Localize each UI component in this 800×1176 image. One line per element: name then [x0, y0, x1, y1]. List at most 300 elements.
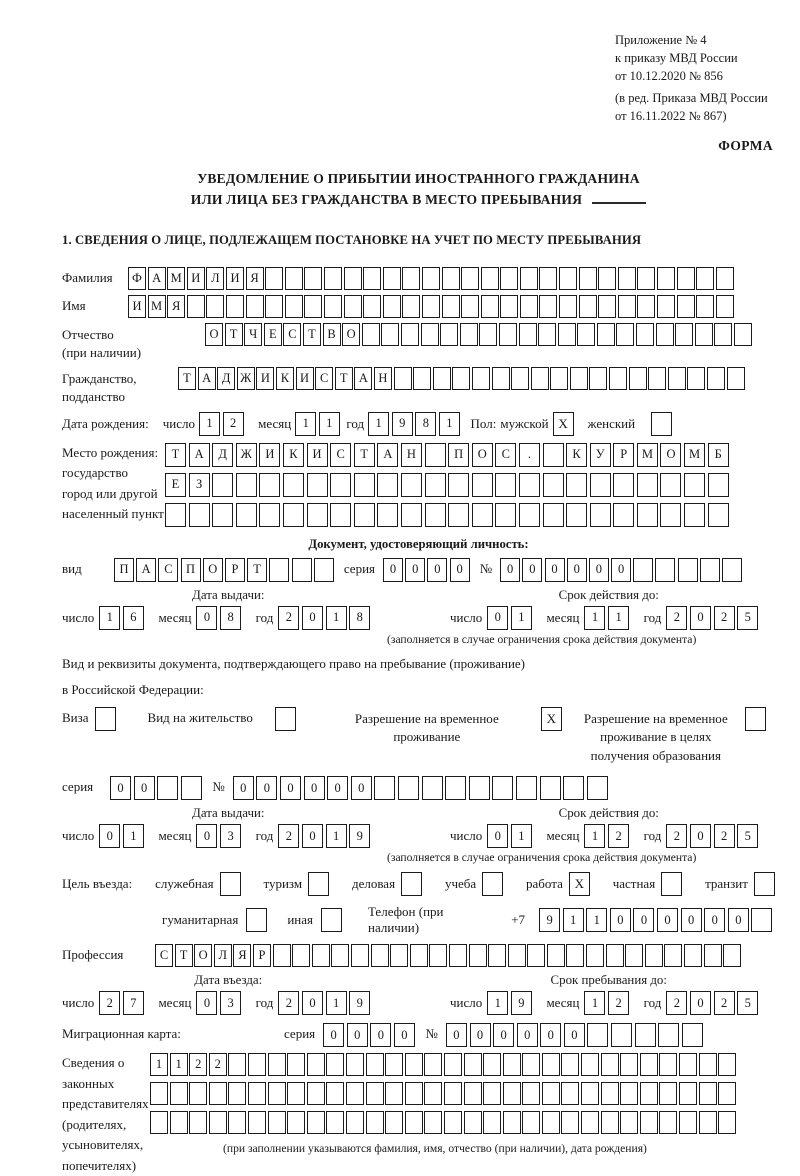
- char-box[interactable]: 0: [690, 991, 711, 1015]
- char-box[interactable]: [265, 295, 283, 318]
- char-box[interactable]: [606, 944, 624, 967]
- checkbox-cell[interactable]: X: [569, 872, 590, 896]
- char-box[interactable]: 8: [415, 412, 436, 436]
- char-box[interactable]: 2: [278, 606, 299, 630]
- char-box[interactable]: 6: [123, 606, 144, 630]
- char-box[interactable]: 2: [666, 824, 687, 848]
- char-box[interactable]: Н: [401, 443, 422, 467]
- char-box[interactable]: [678, 558, 698, 582]
- char-box[interactable]: 1: [99, 606, 120, 630]
- char-box[interactable]: [469, 944, 487, 967]
- char-box[interactable]: 0: [427, 558, 447, 582]
- char-box[interactable]: 2: [608, 991, 629, 1015]
- char-box[interactable]: 0: [681, 908, 702, 932]
- char-box[interactable]: Ф: [128, 267, 146, 290]
- char-box[interactable]: 0: [256, 776, 277, 800]
- char-box[interactable]: [265, 267, 283, 290]
- char-box[interactable]: 5: [737, 824, 758, 848]
- doc-series-input[interactable]: [383, 558, 472, 582]
- residence-permit-checkbox[interactable]: [275, 707, 296, 731]
- char-box[interactable]: [429, 944, 447, 967]
- char-box[interactable]: [383, 267, 401, 290]
- char-box[interactable]: [531, 367, 549, 390]
- char-box[interactable]: [346, 1082, 364, 1105]
- char-box[interactable]: 1: [326, 991, 347, 1015]
- char-box[interactable]: [656, 323, 674, 346]
- char-box[interactable]: [374, 776, 395, 800]
- char-box[interactable]: [540, 776, 561, 800]
- char-box[interactable]: 0: [522, 558, 542, 582]
- char-box[interactable]: [324, 267, 342, 290]
- char-box[interactable]: [283, 473, 304, 497]
- char-box[interactable]: [326, 1111, 344, 1134]
- char-box[interactable]: 7: [123, 991, 144, 1015]
- char-box[interactable]: О: [205, 323, 223, 346]
- char-box[interactable]: [157, 776, 178, 800]
- char-box[interactable]: [331, 944, 349, 967]
- char-box[interactable]: [307, 1053, 325, 1076]
- char-box[interactable]: [292, 944, 310, 967]
- char-box[interactable]: Я: [246, 267, 264, 290]
- char-box[interactable]: 1: [487, 991, 508, 1015]
- char-box[interactable]: [330, 503, 351, 527]
- char-box[interactable]: [226, 295, 244, 318]
- char-box[interactable]: [472, 367, 490, 390]
- char-box[interactable]: С: [155, 944, 173, 967]
- char-box[interactable]: Д: [217, 367, 235, 390]
- issue-month-input[interactable]: [196, 606, 243, 630]
- char-box[interactable]: [398, 776, 419, 800]
- char-box[interactable]: [659, 1111, 677, 1134]
- char-box[interactable]: [684, 473, 705, 497]
- char-box[interactable]: О: [660, 443, 681, 467]
- char-box[interactable]: [344, 267, 362, 290]
- char-box[interactable]: [522, 1082, 540, 1105]
- char-box[interactable]: [561, 1053, 579, 1076]
- char-box[interactable]: 5: [737, 606, 758, 630]
- char-box[interactable]: [472, 503, 493, 527]
- char-box[interactable]: [481, 295, 499, 318]
- char-box[interactable]: 0: [500, 558, 520, 582]
- representatives-input-row1[interactable]: [150, 1053, 738, 1076]
- char-box[interactable]: [150, 1111, 168, 1134]
- char-box[interactable]: У: [590, 443, 611, 467]
- char-box[interactable]: 0: [351, 776, 372, 800]
- char-box[interactable]: [570, 367, 588, 390]
- char-box[interactable]: Т: [225, 323, 243, 346]
- char-box[interactable]: [550, 367, 568, 390]
- char-box[interactable]: [597, 323, 615, 346]
- char-box[interactable]: [657, 267, 675, 290]
- char-box[interactable]: [542, 1053, 560, 1076]
- char-box[interactable]: [566, 944, 584, 967]
- char-box[interactable]: [543, 503, 564, 527]
- char-box[interactable]: .: [519, 443, 540, 467]
- char-box[interactable]: 0: [347, 1023, 368, 1047]
- char-box[interactable]: [212, 503, 233, 527]
- char-box[interactable]: [248, 1111, 266, 1134]
- char-box[interactable]: 1: [150, 1053, 168, 1076]
- char-box[interactable]: И: [256, 367, 274, 390]
- purpose-humanitarian-checkbox[interactable]: [246, 908, 267, 932]
- char-box[interactable]: [189, 1082, 207, 1105]
- char-box[interactable]: [723, 944, 741, 967]
- char-box[interactable]: [269, 558, 289, 582]
- char-box[interactable]: [500, 295, 518, 318]
- char-box[interactable]: [561, 1082, 579, 1105]
- char-box[interactable]: [307, 1111, 325, 1134]
- char-box[interactable]: [579, 295, 597, 318]
- char-box[interactable]: [679, 1082, 697, 1105]
- char-box[interactable]: [422, 295, 440, 318]
- expiry-day-input[interactable]: [487, 606, 534, 630]
- char-box[interactable]: [629, 367, 647, 390]
- char-box[interactable]: [363, 267, 381, 290]
- char-box[interactable]: 0: [517, 1023, 538, 1047]
- char-box[interactable]: [424, 1053, 442, 1076]
- char-box[interactable]: [366, 1053, 384, 1076]
- char-box[interactable]: 1: [295, 412, 316, 436]
- char-box[interactable]: [598, 295, 616, 318]
- char-box[interactable]: [259, 503, 280, 527]
- char-box[interactable]: [699, 1053, 717, 1076]
- char-box[interactable]: [377, 473, 398, 497]
- char-box[interactable]: 1: [439, 412, 460, 436]
- char-box[interactable]: 0: [302, 824, 323, 848]
- profession-input[interactable]: [155, 944, 743, 967]
- char-box[interactable]: 1: [563, 908, 584, 932]
- char-box[interactable]: [601, 1111, 619, 1134]
- char-box[interactable]: [718, 1082, 736, 1105]
- char-box[interactable]: [561, 1111, 579, 1134]
- checkbox-cell[interactable]: [745, 707, 766, 731]
- char-box[interactable]: 2: [666, 606, 687, 630]
- char-box[interactable]: 0: [657, 908, 678, 932]
- char-box[interactable]: [165, 503, 186, 527]
- char-box[interactable]: [716, 267, 734, 290]
- birth-day-input[interactable]: [199, 412, 246, 436]
- char-box[interactable]: М: [148, 295, 166, 318]
- char-box[interactable]: [268, 1053, 286, 1076]
- checkbox-cell[interactable]: [754, 872, 775, 896]
- char-box[interactable]: [472, 473, 493, 497]
- char-box[interactable]: 9: [511, 991, 532, 1015]
- checkbox-cell[interactable]: X: [541, 707, 562, 731]
- stay-year-input[interactable]: [666, 991, 760, 1015]
- char-box[interactable]: 0: [196, 824, 217, 848]
- char-box[interactable]: [285, 267, 303, 290]
- checkbox-cell[interactable]: [246, 908, 267, 932]
- char-box[interactable]: 2: [99, 991, 120, 1015]
- char-box[interactable]: [287, 1111, 305, 1134]
- char-box[interactable]: 0: [470, 1023, 491, 1047]
- char-box[interactable]: [422, 267, 440, 290]
- char-box[interactable]: [601, 1053, 619, 1076]
- char-box[interactable]: О: [203, 558, 223, 582]
- char-box[interactable]: [422, 776, 443, 800]
- char-box[interactable]: [636, 323, 654, 346]
- purpose-transit-checkbox[interactable]: [754, 872, 775, 896]
- char-box[interactable]: Н: [374, 367, 392, 390]
- purpose-business-checkbox[interactable]: [401, 872, 422, 896]
- char-box[interactable]: [708, 503, 729, 527]
- char-box[interactable]: 8: [220, 606, 241, 630]
- char-box[interactable]: 0: [302, 991, 323, 1015]
- char-box[interactable]: Т: [335, 367, 353, 390]
- phone-input[interactable]: [539, 908, 775, 932]
- char-box[interactable]: [287, 1082, 305, 1105]
- char-box[interactable]: [718, 1111, 736, 1134]
- char-box[interactable]: [287, 1053, 305, 1076]
- expiry-year-input[interactable]: [666, 606, 760, 630]
- char-box[interactable]: И: [296, 367, 314, 390]
- char-box[interactable]: [751, 908, 772, 932]
- char-box[interactable]: 2: [278, 824, 299, 848]
- char-box[interactable]: М: [167, 267, 185, 290]
- char-box[interactable]: К: [283, 443, 304, 467]
- char-box[interactable]: [543, 473, 564, 497]
- char-box[interactable]: [268, 1111, 286, 1134]
- char-box[interactable]: [424, 1082, 442, 1105]
- char-box[interactable]: 1: [199, 412, 220, 436]
- char-box[interactable]: Т: [247, 558, 267, 582]
- char-box[interactable]: Б: [708, 443, 729, 467]
- char-box[interactable]: [543, 443, 564, 467]
- char-box[interactable]: [640, 1111, 658, 1134]
- char-box[interactable]: 1: [584, 991, 605, 1015]
- permit-expiry-month-input[interactable]: [584, 824, 631, 848]
- char-box[interactable]: [659, 1053, 677, 1076]
- permit-issue-day-input[interactable]: [99, 824, 146, 848]
- char-box[interactable]: [292, 558, 312, 582]
- char-box[interactable]: 0: [134, 776, 155, 800]
- char-box[interactable]: [444, 1053, 462, 1076]
- char-box[interactable]: [727, 367, 745, 390]
- char-box[interactable]: [346, 1053, 364, 1076]
- char-box[interactable]: 9: [539, 908, 560, 932]
- char-box[interactable]: 0: [704, 908, 725, 932]
- char-box[interactable]: [679, 1053, 697, 1076]
- temporary-residence-checkbox[interactable]: [541, 707, 562, 731]
- issue-year-input[interactable]: [278, 606, 372, 630]
- char-box[interactable]: 1: [608, 606, 629, 630]
- char-box[interactable]: Ч: [244, 323, 262, 346]
- char-box[interactable]: 0: [196, 606, 217, 630]
- permit-series-input[interactable]: [110, 776, 204, 800]
- char-box[interactable]: [461, 295, 479, 318]
- char-box[interactable]: [307, 503, 328, 527]
- citizenship-input[interactable]: [178, 367, 746, 390]
- char-box[interactable]: 0: [487, 824, 508, 848]
- char-box[interactable]: 1: [511, 606, 532, 630]
- char-box[interactable]: С: [330, 443, 351, 467]
- char-box[interactable]: [620, 1111, 638, 1134]
- char-box[interactable]: [566, 503, 587, 527]
- char-box[interactable]: А: [354, 367, 372, 390]
- char-box[interactable]: [659, 1082, 677, 1105]
- char-box[interactable]: Р: [225, 558, 245, 582]
- char-box[interactable]: [699, 1082, 717, 1105]
- char-box[interactable]: [405, 1111, 423, 1134]
- char-box[interactable]: [648, 367, 666, 390]
- char-box[interactable]: [657, 295, 675, 318]
- purpose-tourism-checkbox[interactable]: [308, 872, 329, 896]
- char-box[interactable]: [714, 323, 732, 346]
- char-box[interactable]: [326, 1082, 344, 1105]
- char-box[interactable]: [483, 1082, 501, 1105]
- char-box[interactable]: 0: [99, 824, 120, 848]
- char-box[interactable]: [383, 295, 401, 318]
- char-box[interactable]: [461, 267, 479, 290]
- char-box[interactable]: 0: [446, 1023, 467, 1047]
- char-box[interactable]: [625, 944, 643, 967]
- char-box[interactable]: 2: [608, 824, 629, 848]
- char-box[interactable]: [589, 367, 607, 390]
- char-box[interactable]: [246, 295, 264, 318]
- char-box[interactable]: 0: [611, 558, 631, 582]
- char-box[interactable]: [687, 367, 705, 390]
- char-box[interactable]: [189, 503, 210, 527]
- char-box[interactable]: 3: [220, 824, 241, 848]
- doc-kind-input[interactable]: [114, 558, 336, 582]
- char-box[interactable]: [682, 1023, 703, 1047]
- char-box[interactable]: К: [276, 367, 294, 390]
- char-box[interactable]: [601, 1082, 619, 1105]
- char-box[interactable]: [488, 944, 506, 967]
- char-box[interactable]: [444, 1082, 462, 1105]
- char-box[interactable]: [228, 1053, 246, 1076]
- char-box[interactable]: [587, 1023, 608, 1047]
- char-box[interactable]: Я: [167, 295, 185, 318]
- char-box[interactable]: [248, 1082, 266, 1105]
- checkbox-cell[interactable]: [651, 412, 672, 436]
- char-box[interactable]: 2: [189, 1053, 207, 1076]
- char-box[interactable]: 8: [349, 606, 370, 630]
- char-box[interactable]: [590, 473, 611, 497]
- char-box[interactable]: 0: [110, 776, 131, 800]
- char-box[interactable]: Л: [206, 267, 224, 290]
- char-box[interactable]: [351, 944, 369, 967]
- char-box[interactable]: [452, 367, 470, 390]
- char-box[interactable]: Е: [165, 473, 186, 497]
- char-box[interactable]: [519, 503, 540, 527]
- char-box[interactable]: [385, 1082, 403, 1105]
- char-box[interactable]: [664, 944, 682, 967]
- char-box[interactable]: И: [307, 443, 328, 467]
- char-box[interactable]: [425, 443, 446, 467]
- char-box[interactable]: 5: [737, 991, 758, 1015]
- char-box[interactable]: [637, 295, 655, 318]
- char-box[interactable]: [481, 267, 499, 290]
- char-box[interactable]: [500, 267, 518, 290]
- char-box[interactable]: 1: [511, 824, 532, 848]
- char-box[interactable]: [495, 503, 516, 527]
- char-box[interactable]: [385, 1111, 403, 1134]
- char-box[interactable]: [206, 295, 224, 318]
- char-box[interactable]: [637, 473, 658, 497]
- char-box[interactable]: [684, 503, 705, 527]
- char-box[interactable]: [442, 267, 460, 290]
- char-box[interactable]: [366, 1082, 384, 1105]
- char-box[interactable]: [440, 323, 458, 346]
- char-box[interactable]: [346, 1111, 364, 1134]
- char-box[interactable]: [633, 558, 653, 582]
- char-box[interactable]: [519, 323, 537, 346]
- char-box[interactable]: 1: [319, 412, 340, 436]
- char-box[interactable]: Т: [165, 443, 186, 467]
- checkbox-cell[interactable]: [220, 872, 241, 896]
- char-box[interactable]: [483, 1053, 501, 1076]
- char-box[interactable]: О: [194, 944, 212, 967]
- char-box[interactable]: [324, 295, 342, 318]
- char-box[interactable]: [304, 267, 322, 290]
- char-box[interactable]: [209, 1111, 227, 1134]
- char-box[interactable]: [559, 267, 577, 290]
- purpose-private-checkbox[interactable]: [661, 872, 682, 896]
- char-box[interactable]: 0: [589, 558, 609, 582]
- char-box[interactable]: 0: [493, 1023, 514, 1047]
- char-box[interactable]: А: [189, 443, 210, 467]
- char-box[interactable]: [307, 473, 328, 497]
- char-box[interactable]: [479, 323, 497, 346]
- representatives-input-row2[interactable]: [150, 1082, 738, 1105]
- char-box[interactable]: [696, 267, 714, 290]
- char-box[interactable]: [658, 1023, 679, 1047]
- char-box[interactable]: [586, 944, 604, 967]
- migration-card-number-input[interactable]: [446, 1023, 706, 1047]
- char-box[interactable]: [170, 1111, 188, 1134]
- char-box[interactable]: [538, 323, 556, 346]
- issue-day-input[interactable]: [99, 606, 146, 630]
- char-box[interactable]: 0: [394, 1023, 415, 1047]
- char-box[interactable]: [620, 1082, 638, 1105]
- char-box[interactable]: [635, 1023, 656, 1047]
- char-box[interactable]: [273, 944, 291, 967]
- char-box[interactable]: 9: [349, 991, 370, 1015]
- char-box[interactable]: [326, 1053, 344, 1076]
- char-box[interactable]: 0: [302, 606, 323, 630]
- char-box[interactable]: [304, 295, 322, 318]
- char-box[interactable]: [449, 944, 467, 967]
- char-box[interactable]: 2: [666, 991, 687, 1015]
- char-box[interactable]: О: [472, 443, 493, 467]
- char-box[interactable]: [563, 776, 584, 800]
- char-box[interactable]: [285, 295, 303, 318]
- char-box[interactable]: С: [315, 367, 333, 390]
- char-box[interactable]: [558, 323, 576, 346]
- char-box[interactable]: [366, 1111, 384, 1134]
- char-box[interactable]: [469, 776, 490, 800]
- char-box[interactable]: [522, 1111, 540, 1134]
- char-box[interactable]: [421, 323, 439, 346]
- char-box[interactable]: [618, 295, 636, 318]
- char-box[interactable]: [402, 295, 420, 318]
- char-box[interactable]: Т: [303, 323, 321, 346]
- stay-month-input[interactable]: [584, 991, 631, 1015]
- char-box[interactable]: [401, 503, 422, 527]
- char-box[interactable]: [499, 323, 517, 346]
- checkbox-cell[interactable]: [661, 872, 682, 896]
- birth-year-input[interactable]: [368, 412, 462, 436]
- char-box[interactable]: [464, 1111, 482, 1134]
- char-box[interactable]: [539, 295, 557, 318]
- migration-card-series-input[interactable]: [323, 1023, 417, 1047]
- char-box[interactable]: [613, 503, 634, 527]
- char-box[interactable]: [542, 1111, 560, 1134]
- char-box[interactable]: 1: [586, 908, 607, 932]
- char-box[interactable]: [675, 323, 693, 346]
- char-box[interactable]: [170, 1082, 188, 1105]
